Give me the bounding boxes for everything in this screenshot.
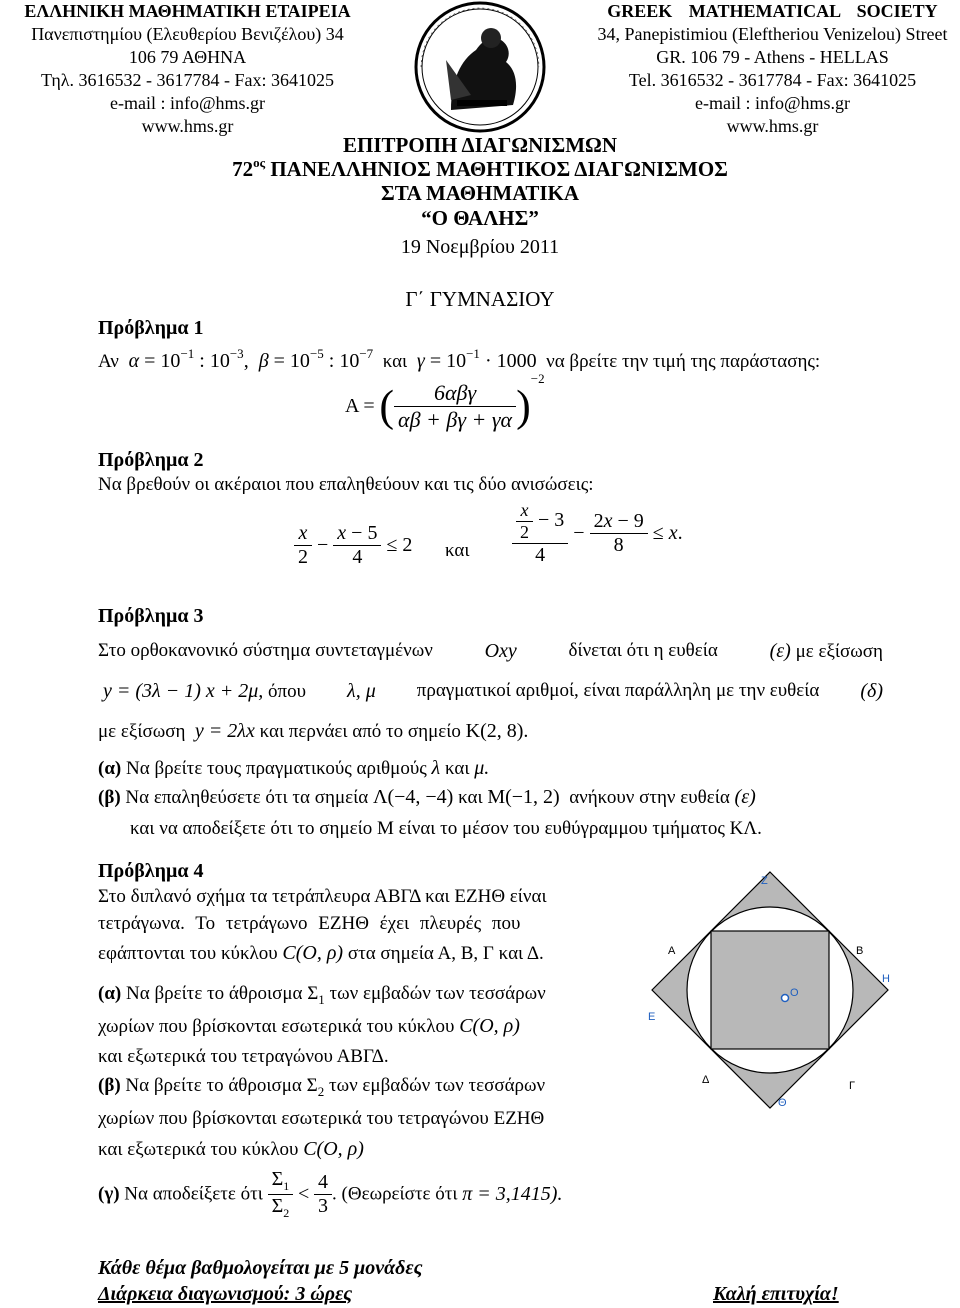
p1-exponent: −2	[530, 370, 545, 386]
p3-delta: (δ)	[860, 680, 883, 702]
fig-label-D: Δ	[702, 1074, 710, 1086]
p3-b-label: (β)	[98, 787, 121, 808]
fig-label-H: Η	[882, 973, 890, 985]
p2-frac-x5-4: $\frac{x - 5}{4}$	[333, 522, 381, 569]
p1-gamma-def: $\gamma = 10^{-1} \cdot 1000$	[411, 346, 537, 372]
problem-1-statement	[98, 346, 821, 373]
p3-a-and: και	[444, 758, 470, 779]
email-gr: e-mail : info@hms.gr	[109, 93, 266, 113]
subject-title: ΣΤΑ ΜΑΘΗΜΑΤΙΚΑ	[380, 181, 579, 205]
p3-l1a: Στο ορθοκανονικό σύστημα συντεταγμένων	[98, 640, 433, 661]
p1-tail: να βρείτε την τιμή της παράστασης:	[546, 351, 821, 372]
p4-a2: χωρίων που βρίσκονται εσωτερικά του κύκλου	[98, 1016, 455, 1037]
p4-a2-circle: C(Ο, ρ)	[459, 1015, 520, 1037]
problem-2-text: Να βρεθούν οι ακέραιοι που επαληθεύουν και τις δύο ανισώσεις:	[98, 474, 594, 495]
fig-label-Z: Ζ	[761, 875, 768, 887]
p4-l3b: στα σημεία Α, Β, Γ και Δ.	[347, 943, 544, 964]
p3-part-a	[98, 757, 489, 780]
p4-c-frac-43: $\frac{4}{3}$	[314, 1171, 332, 1218]
p2-and: και	[445, 540, 470, 561]
p1-if: Αν	[98, 351, 119, 372]
p4-a1-sub: 1	[318, 991, 325, 1007]
p3-l3a: με εξίσωση	[98, 721, 186, 742]
p2-frac-x2: $\frac{x}{2}$	[294, 522, 312, 569]
email-en: e-mail : info@hms.gr	[694, 93, 851, 113]
p3-eps: (ε)	[769, 640, 791, 662]
p4-part-b-1	[98, 1075, 545, 1100]
p2-frac-2x9-8: $\frac{2x - 9}{8}$	[590, 510, 648, 557]
p4-b-label: (β)	[98, 1075, 121, 1096]
org-name-gr: ΕΛΛΗΝΙΚΗ ΜΑΘΗΜΑΤΙΚΗ ΕΤΑΙΡΕΙΑ	[24, 1, 351, 21]
p3-b-M: Μ(−1, 2)	[487, 786, 560, 808]
p3-b-L: Λ(−4, −4)	[372, 786, 454, 808]
p4-b3-circle: C(Ο, ρ)	[303, 1138, 364, 1160]
p2-inequality-2: $\frac{x}{2}$ − 3 4 − $\frac{2x - 9}{8}$ ≤ x.	[512, 500, 683, 567]
contest-ordinal: ος	[253, 155, 266, 170]
address-en: 34, Panepistimiou (Eleftheriou Venizelou) Street	[597, 24, 948, 44]
contest-title	[0, 157, 960, 182]
p3-l1c: με εξίσωση	[795, 641, 883, 662]
footer-duration: Διάρκεια διαγωνισμού: 3 ώρες	[98, 1283, 353, 1305]
problem-2-heading: Πρόβλημα 2	[98, 449, 204, 471]
fig-label-E: Ε	[648, 1011, 656, 1023]
p3-oxy: Oxy	[484, 640, 517, 662]
p1-numerator: 6αβγ	[394, 380, 516, 407]
p3-opou: όπου	[268, 681, 307, 702]
p4-c-frac-sigma: $\frac{\Sigma_1}{\Sigma_2}$	[268, 1168, 294, 1221]
web-gr: www.hms.gr	[141, 116, 234, 136]
p1-fraction	[394, 380, 516, 433]
web-en: www.hms.gr	[726, 116, 819, 136]
p4-line-1: Στο διπλανό σχήμα τα τετράπλευρα ΑΒΓΔ και ΕΖΗΘ είναι	[98, 886, 547, 907]
p4-part-a-3: και εξωτερικά του τετραγώνου ΑΒΓΔ.	[98, 1046, 389, 1067]
p4-line-2: τετράγωνα. Το τετράγωνο ΕΖΗΘ έχει πλευρές που	[98, 913, 521, 934]
p4-c1: Να αποδείξετε ότι	[124, 1183, 263, 1205]
p4-figure	[650, 870, 890, 1110]
p3-l3b: και περνάει από το σημείο	[259, 721, 461, 742]
p3-l1b: δίνεται ότι η ευθεία	[568, 640, 718, 661]
p3-b-tail: ανήκουν στην ευθεία	[569, 787, 730, 808]
fig-label-A: Α	[668, 945, 676, 957]
p1-rparen: )	[516, 381, 531, 431]
footer-points: Κάθε θέμα βαθμολογείται με 5 μονάδες	[98, 1257, 423, 1279]
header-left	[0, 0, 375, 138]
problem-3-heading: Πρόβλημα 3	[98, 605, 204, 627]
p3-line-1	[98, 640, 883, 663]
p3-a-lambda: λ	[431, 757, 441, 779]
p1-and: και	[382, 351, 408, 372]
p4-a-label: (α)	[98, 983, 122, 1004]
p4-l3a: εφάπτονται του κύκλου	[98, 943, 278, 964]
p4-part-b-2: χωρίων που βρίσκονται εσωτερικά του τετραγώνου ΕΖΗΘ	[98, 1108, 545, 1129]
p4-line-3	[98, 942, 544, 965]
p4-c-label: (γ)	[98, 1183, 120, 1205]
p4-b1: Να βρείτε το άθροισμα Σ	[125, 1075, 318, 1096]
p1-expression	[345, 370, 545, 433]
contest-name: ΠΑΝΕΛΛΗΝΙΟΣ ΜΑΘΗΤΙΚΟΣ ΔΙΑΓΩΝΙΣΜΟΣ	[270, 157, 728, 181]
p3-eq2: y = 2λx	[194, 720, 255, 742]
p3-a-label: (α)	[98, 758, 122, 779]
p4-b3: και εξωτερικά του κύκλου	[98, 1139, 299, 1160]
p4-part-a-1	[98, 983, 546, 1008]
fig-label-TH: Θ	[778, 1097, 787, 1109]
contest-date: 19 Νοεμβρίου 2011	[400, 236, 560, 258]
fig-label-B: Β	[856, 945, 864, 957]
p3-lm: λ, μ	[347, 680, 376, 702]
org-name-en: GREEK MATHEMATICAL SOCIETY	[607, 1, 938, 21]
fig-label-O: Ο	[790, 987, 799, 999]
p1-A: Α =	[345, 395, 375, 417]
p3-b-text: Να επαληθεύσετε ότι τα σημεία	[125, 787, 369, 808]
phone-gr: Τηλ. 3616532 - 3617784 - Fax: 3641025	[41, 70, 334, 90]
p1-lparen: (	[379, 381, 395, 431]
p4-part-a-2	[98, 1015, 520, 1038]
problem-4-heading: Πρόβλημα 4	[98, 860, 204, 882]
p4-a1: Να βρείτε το άθροισμα Σ	[126, 983, 319, 1004]
p3-a-text: Να βρείτε τους πραγματικούς αριθμούς	[126, 758, 427, 779]
problem-1-heading: Πρόβλημα 1	[98, 317, 204, 339]
p1-alpha-def: $\alpha = 10^{-1}$ : $10^{-3}$, $\beta = 10^{-5}$ : $10^{-7}$	[123, 346, 374, 372]
p3-pointK: Κ(2, 8).	[465, 720, 529, 742]
p3-line-2	[103, 680, 883, 703]
p3-part-b	[98, 786, 756, 809]
p4-circle: C(Ο, ρ)	[282, 942, 344, 964]
society-logo	[391, 0, 569, 134]
p3-eq1: y = (3λ − 1) x + 2μ,	[103, 680, 264, 702]
address-gr: Πανεπιστημίου (Ελευθερίου Βενιζέλου) 34	[31, 24, 344, 44]
p4-c-lt: <	[298, 1183, 310, 1205]
center-O	[782, 995, 789, 1002]
p3-b-line2: και να αποδείξετε ότι το σημείο Μ είναι το μέσον του ευθύγραμμου τμήματος ΚΛ.	[130, 818, 762, 839]
p3-b-and: και	[458, 787, 483, 808]
p4-a1b: των εμβαδών των τεσσάρων	[329, 983, 546, 1004]
fig-label-G: Γ	[849, 1080, 856, 1092]
p4-pi: π = 3,1415).	[462, 1183, 563, 1205]
city-en: GR. 106 79 - Athens - HELLAS	[656, 47, 889, 67]
contest-nickname: “Ο ΘΑΛΗΣ”	[421, 206, 539, 230]
p3-b-eps: (ε)	[734, 786, 756, 808]
contest-number: 72	[232, 157, 254, 181]
committee-title: ΕΠΙΤΡΟΠΗ ΔΙΑΓΩΝΙΣΜΩΝ	[343, 133, 617, 157]
p3-l2b: πραγματικοί αριθμοί, είναι παράλληλη με την ευθεία	[416, 680, 820, 701]
p4-c-tail: (Θεωρείστε ότι	[341, 1183, 458, 1205]
square-ABGD	[711, 931, 829, 1049]
p3-line-3	[98, 720, 528, 743]
p4-b1b: των εμβαδών των τεσσάρων	[328, 1075, 546, 1096]
p4-part-b-3	[98, 1138, 364, 1161]
p4-part-c: (γ) Να αποδείξετε ότι $\frac{\Sigma_1}{\Sigma_2}$ < $\frac{4}{3}$ . (Θεωρείστε ότι π = 3,1415).	[98, 1168, 563, 1220]
p4-b1-sub: 2	[317, 1083, 325, 1099]
city-gr: 106 79 ΑΘΗΝΑ	[128, 47, 247, 67]
header-right	[585, 0, 960, 138]
grade-title: Γ΄ ΓΥΜΝΑΣΙΟΥ	[405, 287, 555, 311]
p2-inequality-1: $\frac{x}{2}$ − $\frac{x - 5}{4}$ ≤ 2	[294, 522, 412, 569]
p3-a-mu: μ.	[474, 757, 490, 779]
p2-frac-compound: $\frac{x}{2}$ − 3 4	[512, 500, 568, 567]
p1-denominator: αβ + βγ + γα	[398, 407, 513, 432]
phone-en: Tel. 3616532 - 3617784 - Fax: 3641025	[628, 70, 917, 90]
footer-good-luck: Καλή επιτυχία!	[713, 1283, 839, 1305]
